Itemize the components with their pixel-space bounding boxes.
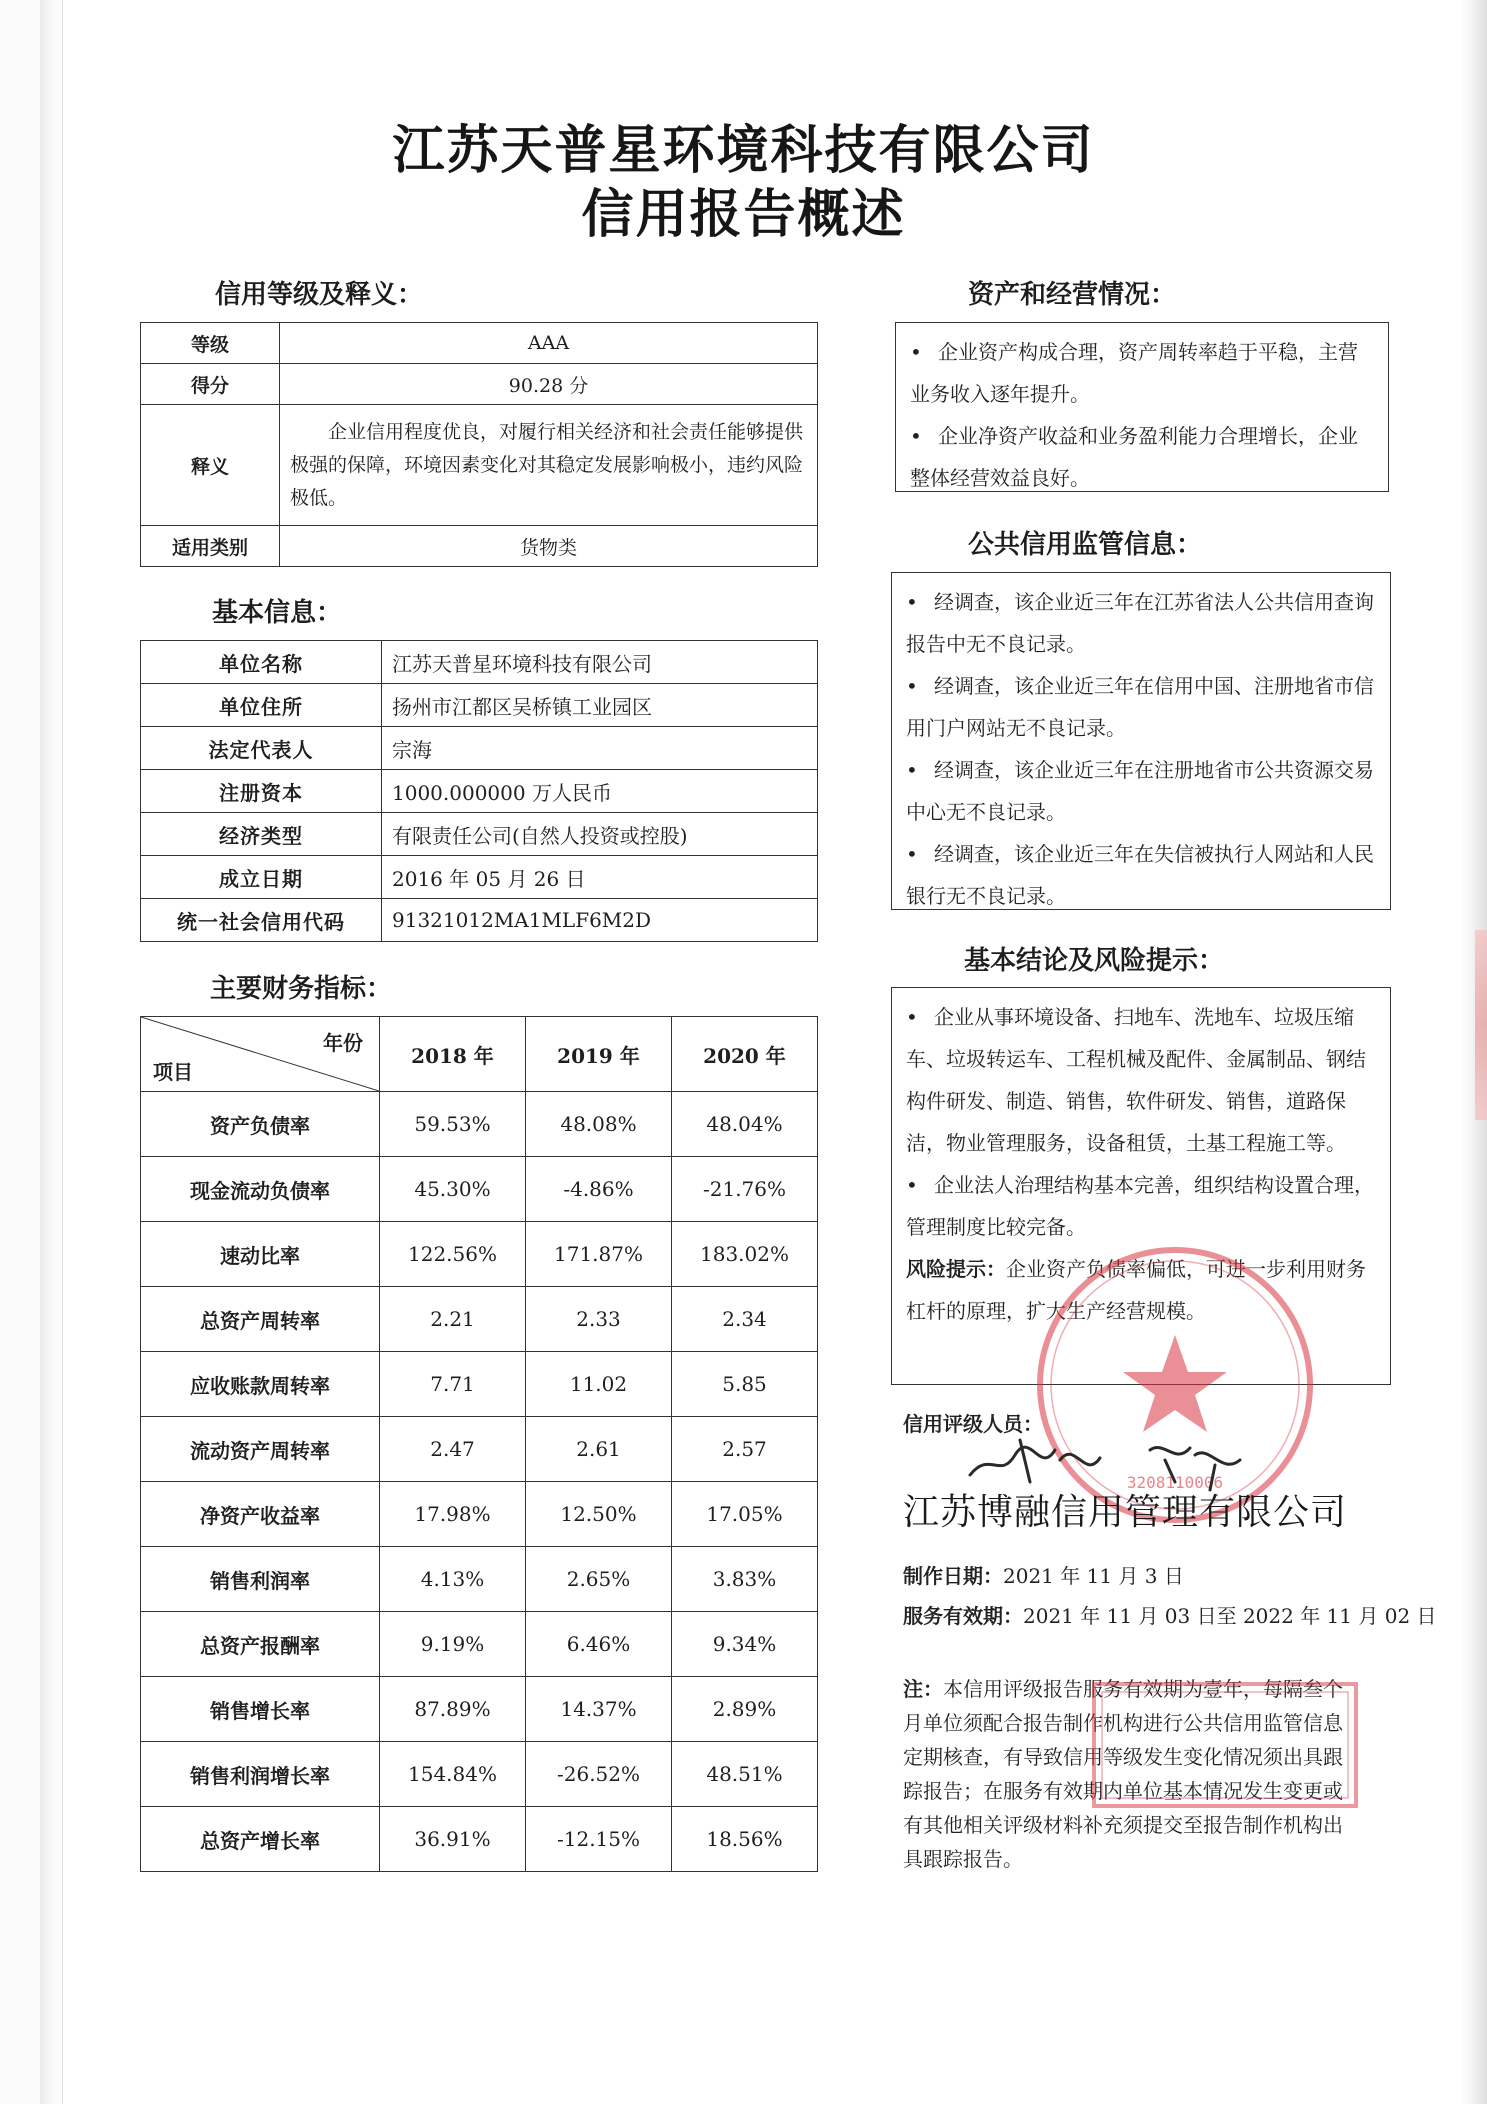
table-row	[141, 364, 818, 405]
indicator-label: 总资产周转率	[141, 1287, 380, 1352]
table-row	[141, 813, 818, 856]
year-header: 2019 年	[526, 1017, 672, 1092]
document-title: 江苏天普星环境科技有限公司	[392, 121, 1095, 181]
scan-margin	[0, 0, 40, 2104]
table-row	[141, 1222, 818, 1287]
public-item: • 经调查，该企业近三年在注册地省市公共资源交易中心无不良记录。	[906, 749, 1378, 833]
indicator-value: 17.98%	[380, 1482, 526, 1547]
field-label: 单位住所	[141, 684, 382, 727]
indicator-label: 总资产报酬率	[141, 1612, 380, 1677]
rating-heading: 信用等级及释义：	[215, 280, 424, 310]
indicator-value: 183.02%	[672, 1222, 818, 1287]
economic-type: 有限责任公司(自然人投资或控股)	[382, 813, 818, 856]
indicator-label: 资产负债率	[141, 1092, 380, 1157]
rating-label: 等级	[141, 323, 280, 364]
indicator-label: 总资产增长率	[141, 1807, 380, 1872]
conclusion-item: • 企业法人治理结构基本完善，组织结构设置合理，管理制度比较完备。	[906, 1164, 1378, 1248]
credit-code: 91321012MA1MLF6M2D	[382, 899, 818, 942]
indicator-value: 48.51%	[672, 1742, 818, 1807]
corner-year-label: 年份	[323, 1031, 363, 1055]
rater-label: 信用评级人员：	[903, 1412, 1043, 1436]
table-row	[141, 1352, 818, 1417]
table-header-row	[141, 1017, 818, 1092]
table-row	[141, 641, 818, 684]
financial-rows	[141, 1092, 818, 1872]
company-address: 扬州市江都区吴桥镇工业园区	[382, 684, 818, 727]
indicator-value: -12.15%	[526, 1807, 672, 1872]
indicator-label: 流动资产周转率	[141, 1417, 380, 1482]
indicator-value: 48.08%	[526, 1092, 672, 1157]
assets-heading: 资产和经营情况：	[968, 280, 1177, 310]
indicator-value: 87.89%	[380, 1677, 526, 1742]
production-date	[903, 1560, 1184, 1589]
indicator-label: 速动比率	[141, 1222, 380, 1287]
note-text: 本信用评级报告服务有效期为壹年，每隔叁个月单位须配合报告制作机构进行公共信用监管信息定期核查，有导致信用等级发生变化情况须出具跟踪报告；在服务有效期内单位基本情况发生变更或有其他相关评级材料补充须提交至报告制作机构出具跟踪报告。	[903, 1677, 1343, 1871]
rating-definition: 企业信用程度优良，对履行相关经济和社会责任能够提供极强的保障，环境因素变化对其稳定发展影响极小，违约风险极低。	[280, 405, 818, 526]
stamp-edge-mark	[1475, 930, 1487, 1120]
indicator-label: 销售利润增长率	[141, 1742, 380, 1807]
public-item: • 经调查，该企业近三年在江苏省法人公共信用查询报告中无不良记录。	[906, 581, 1378, 665]
assets-item: • 企业资产构成合理，资产周转率趋于平稳，主营业务收入逐年提升。	[910, 331, 1376, 415]
table-row	[141, 405, 818, 526]
definition-label: 释义	[141, 405, 280, 526]
year-header: 2018 年	[380, 1017, 526, 1092]
indicator-value: 59.53%	[380, 1092, 526, 1157]
field-label: 统一社会信用代码	[141, 899, 382, 942]
table-row	[141, 899, 818, 942]
basic-info-table	[140, 640, 818, 942]
table-row	[141, 1547, 818, 1612]
indicator-value: 11.02	[526, 1352, 672, 1417]
indicator-value: 45.30%	[380, 1157, 526, 1222]
score-label: 得分	[141, 364, 280, 405]
risk-label: 风险提示：	[906, 1257, 1006, 1281]
rating-category: 货物类	[280, 526, 818, 567]
indicator-value: 2.34	[672, 1287, 818, 1352]
indicator-label: 销售增长率	[141, 1677, 380, 1742]
indicator-value: 5.85	[672, 1352, 818, 1417]
corner-cell	[141, 1017, 380, 1092]
indicator-label: 净资产收益率	[141, 1482, 380, 1547]
rating-grade: AAA	[280, 323, 818, 364]
year-header: 2020 年	[672, 1017, 818, 1092]
field-label: 法定代表人	[141, 727, 382, 770]
rating-table	[140, 322, 818, 567]
indicator-value: 122.56%	[380, 1222, 526, 1287]
table-row	[141, 1287, 818, 1352]
indicator-value: 12.50%	[526, 1482, 672, 1547]
table-row	[141, 770, 818, 813]
public-item: • 经调查，该企业近三年在信用中国、注册地省市信用门户网站无不良记录。	[906, 665, 1378, 749]
table-row	[141, 1807, 818, 1872]
indicator-label: 现金流动负债率	[141, 1157, 380, 1222]
table-row	[141, 727, 818, 770]
field-label: 注册资本	[141, 770, 382, 813]
validity-value: 2021 年 11 月 03 日至 2022 年 11 月 02 日	[1023, 1604, 1437, 1628]
financial-table	[140, 1016, 818, 1872]
indicator-value: 2.57	[672, 1417, 818, 1482]
validity-period	[903, 1600, 1437, 1629]
indicator-value: 36.91%	[380, 1807, 526, 1872]
public-credit-box	[891, 572, 1391, 910]
table-row	[141, 1482, 818, 1547]
indicator-value: 154.84%	[380, 1742, 526, 1807]
registered-capital: 1000.000000 万人民币	[382, 770, 818, 813]
field-label: 单位名称	[141, 641, 382, 684]
public-heading: 公共信用监管信息：	[968, 530, 1203, 560]
document-subtitle: 信用报告概述	[581, 185, 906, 245]
indicator-label: 销售利润率	[141, 1547, 380, 1612]
indicator-value: 9.19%	[380, 1612, 526, 1677]
note-label: 注：	[903, 1677, 943, 1701]
field-label: 经济类型	[141, 813, 382, 856]
indicator-value: 2.21	[380, 1287, 526, 1352]
conclusion-heading: 基本结论及风险提示：	[964, 946, 1225, 976]
indicator-value: 2.89%	[672, 1677, 818, 1742]
company-name: 江苏天普星环境科技有限公司	[382, 641, 818, 684]
table-row	[141, 856, 818, 899]
indicator-value: 3.83%	[672, 1547, 818, 1612]
table-row	[141, 1612, 818, 1677]
rating-score: 90.28 分	[280, 364, 818, 405]
rectangular-stamp	[1090, 1680, 1360, 1810]
indicator-value: 2.65%	[526, 1547, 672, 1612]
indicator-value: 171.87%	[526, 1222, 672, 1287]
established-date: 2016 年 05 月 26 日	[382, 856, 818, 899]
table-row	[141, 1092, 818, 1157]
table-row	[141, 1677, 818, 1742]
table-row	[141, 684, 818, 727]
conclusion-item: • 企业从事环境设备、扫地车、洗地车、垃圾压缩车、垃圾转运车、工程机械及配件、金属制品、钢结构件研发、制造、销售，软件研发、销售，道路保洁，物业管理服务，设备租赁，土基工程施工等。	[906, 996, 1378, 1164]
indicator-value: 17.05%	[672, 1482, 818, 1547]
indicator-value: 14.37%	[526, 1677, 672, 1742]
indicator-value: -21.76%	[672, 1157, 818, 1222]
production-date-label: 制作日期：	[903, 1564, 1003, 1588]
legal-representative: 宗海	[382, 727, 818, 770]
indicator-value: 7.71	[380, 1352, 526, 1417]
indicator-value: 9.34%	[672, 1612, 818, 1677]
field-label: 成立日期	[141, 856, 382, 899]
indicator-value: 48.04%	[672, 1092, 818, 1157]
indicator-value: 6.46%	[526, 1612, 672, 1677]
public-item: • 经调查，该企业近三年在失信被执行人网站和人民银行无不良记录。	[906, 833, 1378, 917]
category-label: 适用类别	[141, 526, 280, 567]
table-row	[141, 526, 818, 567]
basic-heading: 基本信息：	[212, 598, 343, 628]
financial-heading: 主要财务指标：	[210, 974, 393, 1004]
indicator-value: 2.47	[380, 1417, 526, 1482]
table-row	[141, 1742, 818, 1807]
table-row	[141, 323, 818, 364]
validity-label: 服务有效期：	[903, 1604, 1023, 1628]
indicator-value: 2.33	[526, 1287, 672, 1352]
indicator-label: 应收账款周转率	[141, 1352, 380, 1417]
seal-number: 3208110006	[1126, 1473, 1224, 1492]
production-date-value: 2021 年 11 月 3 日	[1003, 1564, 1184, 1588]
indicator-value: 18.56%	[672, 1807, 818, 1872]
indicator-value: -26.52%	[526, 1742, 672, 1807]
assets-box	[895, 322, 1389, 492]
table-row	[141, 1417, 818, 1482]
indicator-value: 2.61	[526, 1417, 672, 1482]
rating-agency: 江苏博融信用管理有限公司	[903, 1492, 1348, 1533]
table-row	[141, 1157, 818, 1222]
scan-binding-edge	[40, 0, 63, 2104]
risk-text: 企业资产负债率偏低，可进一步利用财务杠杆的原理，扩大生产经营规模。	[906, 1257, 1366, 1323]
indicator-value: 4.13%	[380, 1547, 526, 1612]
assets-item: • 企业净资产收益和业务盈利能力合理增长，企业整体经营效益良好。	[910, 415, 1376, 499]
corner-item-label: 项目	[153, 1060, 193, 1084]
indicator-value: -4.86%	[526, 1157, 672, 1222]
